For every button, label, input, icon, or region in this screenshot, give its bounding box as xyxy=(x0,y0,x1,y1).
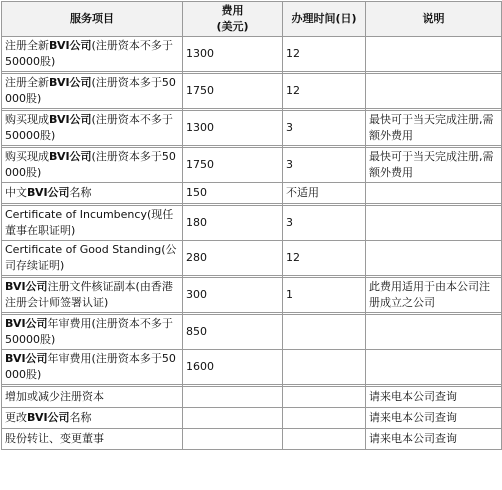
service-name-bold: BVI公司 xyxy=(5,317,48,330)
service-name xyxy=(2,278,183,313)
service-name xyxy=(2,408,183,429)
time-cell: 3 xyxy=(283,148,366,183)
service-name-bold: BVI公司 xyxy=(49,76,92,89)
fee-cell: 150 xyxy=(183,183,283,204)
time-cell: 12 xyxy=(283,241,366,276)
note-cell: 请来电本公司查询 xyxy=(366,387,502,408)
service-name-pre: 更改 xyxy=(5,411,27,424)
time-cell xyxy=(283,315,366,350)
service-name xyxy=(2,241,183,276)
fee-cell xyxy=(183,387,283,408)
service-name xyxy=(2,111,183,146)
note-cell xyxy=(366,74,502,109)
header-fee: 费用 (美元) xyxy=(183,2,283,37)
service-name-post: (注册资本不多于50000股) xyxy=(5,113,173,142)
service-name-post: (注册资本不多于50000股) xyxy=(5,39,173,68)
service-name-post: 年审费用(注册资本多于50000股) xyxy=(5,352,176,381)
time-cell: 不适用 xyxy=(283,183,366,204)
fee-cell: 1300 xyxy=(183,37,283,72)
note-cell xyxy=(366,183,502,204)
service-name-post: 名称 xyxy=(69,186,92,199)
time-cell xyxy=(283,408,366,429)
table-row xyxy=(2,278,502,313)
fee-cell xyxy=(183,408,283,429)
note-cell: 请来电本公司查询 xyxy=(366,429,502,450)
service-name-pre: Certificate of Good Standing(公司存续证明) xyxy=(5,243,177,272)
service-name-post: 注册文件核证副本(由香港注册会计师签署认证) xyxy=(5,280,173,309)
time-cell: 1 xyxy=(283,278,366,313)
service-name-bold: BVI公司 xyxy=(49,39,92,52)
service-name-bold: BVI公司 xyxy=(5,352,48,365)
service-name-pre: 注册全新 xyxy=(5,39,49,52)
time-cell: 3 xyxy=(283,206,366,241)
header-time: 办理时间(日) xyxy=(283,2,366,37)
service-name-bold: BVI公司 xyxy=(49,150,92,163)
header-note: 说明 xyxy=(366,2,502,37)
table-row xyxy=(2,111,502,146)
note-cell: 此费用适用于由本公司注册成立之公司 xyxy=(366,278,502,313)
time-cell: 12 xyxy=(283,37,366,72)
note-cell: 最快可于当天完成注册,需额外费用 xyxy=(366,148,502,183)
table-row xyxy=(2,241,502,276)
service-name xyxy=(2,315,183,350)
service-name-pre: 中文 xyxy=(5,186,27,199)
table-row xyxy=(2,37,502,72)
service-name xyxy=(2,387,183,408)
time-cell xyxy=(283,350,366,385)
fee-cell: 1600 xyxy=(183,350,283,385)
table-body xyxy=(2,37,502,450)
service-name xyxy=(2,350,183,385)
time-cell xyxy=(283,387,366,408)
service-name-pre: 增加或减少注册资本 xyxy=(5,390,104,403)
note-cell xyxy=(366,315,502,350)
service-name-bold: BVI公司 xyxy=(27,186,70,199)
service-name xyxy=(2,183,183,204)
service-name xyxy=(2,37,183,72)
service-name-post: (注册资本多于50000股) xyxy=(5,150,176,179)
time-cell: 3 xyxy=(283,111,366,146)
fee-cell: 1750 xyxy=(183,148,283,183)
table-row xyxy=(2,315,502,350)
table-row xyxy=(2,206,502,241)
note-cell: 请来电本公司查询 xyxy=(366,408,502,429)
fee-cell xyxy=(183,429,283,450)
fee-cell: 280 xyxy=(183,241,283,276)
fee-cell: 1750 xyxy=(183,74,283,109)
service-name-pre: Certificate of Incumbency(现任董事在职证明) xyxy=(5,208,174,237)
service-name-pre: 注册全新 xyxy=(5,76,49,89)
table-row xyxy=(2,350,502,385)
fee-cell: 850 xyxy=(183,315,283,350)
service-name-post: 名称 xyxy=(69,411,92,424)
service-name-bold: BVI公司 xyxy=(49,113,92,126)
note-cell xyxy=(366,241,502,276)
note-cell xyxy=(366,37,502,72)
service-name xyxy=(2,148,183,183)
table-header-row xyxy=(2,2,502,37)
bvi-fee-table xyxy=(1,1,502,450)
table-row xyxy=(2,429,502,450)
table-row xyxy=(2,148,502,183)
service-name xyxy=(2,206,183,241)
note-cell xyxy=(366,350,502,385)
service-name-pre: 购买现成 xyxy=(5,113,49,126)
service-name-post: 年审费用(注册资本不多于50000股) xyxy=(5,317,173,346)
time-cell xyxy=(283,429,366,450)
table-row xyxy=(2,183,502,204)
note-cell: 最快可于当天完成注册,需额外费用 xyxy=(366,111,502,146)
table-row xyxy=(2,387,502,408)
service-name-pre: 购买现成 xyxy=(5,150,49,163)
note-cell xyxy=(366,206,502,241)
service-name-pre: 股份转让、变更董事 xyxy=(5,432,104,445)
table-row xyxy=(2,408,502,429)
fee-cell: 300 xyxy=(183,278,283,313)
time-cell: 12 xyxy=(283,74,366,109)
service-name-bold: BVI公司 xyxy=(5,280,48,293)
fee-cell: 180 xyxy=(183,206,283,241)
table-row xyxy=(2,74,502,109)
service-name-post: (注册资本多于50000股) xyxy=(5,76,176,105)
service-name-bold: BVI公司 xyxy=(27,411,70,424)
fee-cell: 1300 xyxy=(183,111,283,146)
service-name xyxy=(2,74,183,109)
header-service: 服务项目 xyxy=(2,2,183,37)
service-name xyxy=(2,429,183,450)
